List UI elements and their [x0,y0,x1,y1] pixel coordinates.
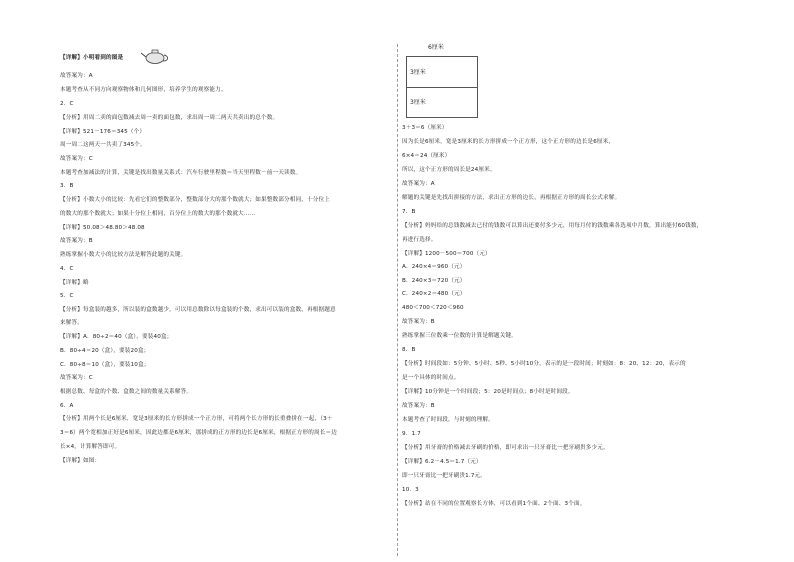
text-line: 故答案为：B [60,238,93,244]
text-line: 【详解】1200－500＝700（元） [402,251,491,257]
text-line: 本题考查了时间段，与时刻的理解。 [402,417,494,423]
text-line: 所以，这个正方形的周长是24厘米。 [402,167,496,173]
text-line: 【分析】小数大小的比较：先看它们的整数部分，整数部分大的那个数就大；如果整数部分相同，十分位上 [60,197,330,203]
text-line: 9．1.7 [402,431,421,437]
figure-width-label: 6厘米 [428,44,444,51]
text-line: 【详解】10分钟是一个时间段；5：20是时间点；8小时是时间段。 [402,389,574,395]
text-line: 【详解】50.08＞48.80＞48.08 [60,225,145,231]
column-divider [397,44,398,556]
text-line: 解题的关键是先找出拼接的方法，求出正方形的边长，再根据正方形的周长公式求解。 [402,195,621,201]
text-line: 本题考查从不同方向观察物体和几何图形，培养学生的观察能力。 [60,87,227,93]
text-line: 的数大的那个数就大；如果十分位上相同，百分位上的数大的那个数就大…… [60,211,256,217]
two-rectangle-figure [406,56,478,118]
text-line: 480＜700＜720＜960 [402,305,464,311]
text-line: 【分析】用牙膏的价格减去牙刷的价格，即可求出一只牙膏比一把牙刷贵多少元。 [402,445,609,451]
text-line: 【详解】略 [60,280,89,286]
text-line: 【分析】站在不同的位置观察长方体，可以看到1个面、2个面、3个面。 [402,501,586,507]
text-line: 故答案为：C [60,156,93,162]
text-line: 7．B [402,209,416,215]
text-line: 即一只牙膏比一把牙刷贵1.7元。 [402,473,487,479]
text-line: 【详解】6.2－4.5＝1.7（元） [402,459,482,465]
text-line: 5．C [60,293,74,299]
text-line: 8．B [402,347,416,353]
text-line: 【详解】如图： [60,458,101,464]
text-line: 6×4＝24（厘米） [402,153,451,159]
text-line: 故答案为：B [402,403,435,409]
text-line: B．240×3＝720（元） [402,278,466,284]
text-line: 长×4，计算解答即可。 [60,444,121,450]
text-line: A．240×4＝960（元） [402,264,466,270]
text-line: C．240×2＝480（元） [402,291,466,297]
text-line: 再进行选择。 [402,237,437,243]
text-line: 因为长是6厘米，宽是3厘米的长方形拼成一个正方形，这个正方形的边长是6厘米， [402,139,615,145]
text-line: C．80÷8＝10（盒），要装10盒； [60,362,150,368]
figure-divider-line [407,87,477,88]
text-line: 【分析】每盒装的越多，所以装的盒数越少，可以用总数除以每盒装的个数，求出可以装的盒数，再根据题意 [60,307,336,313]
text-line: 故答案为：A [402,181,435,187]
text-line: 2．C [60,101,74,107]
text-line: 4．C [60,266,74,272]
text-line: 6．A [60,403,74,409]
text-line: 10．3 [402,487,419,493]
text-line: 3＝6）两个宽相加正好是6厘米，因此边都是6厘米，那拼成的正方形的边长是6厘米，根据正方形的周长＝边 [60,430,338,436]
text-line: 【详解】小明看到的图是 [60,55,124,61]
text-line: 来解答。 [60,320,83,326]
text-line: 熟练掌握三位数乘一位数的计算是解题关键。 [402,333,517,339]
text-line: 【分析】用两个长是6厘米，宽是3厘米的长方形拼成一个正方形，可将两个长方形的长重叠拼在一起，（3＋ [60,416,333,422]
text-line: 故答案为：A [60,73,93,79]
text-line: 根据总数、每盒的个数、盒数之间的数量关系解答。 [60,389,193,395]
text-line: 本题考查加减法的计算，关键是找出数量关系式：汽车行驶里程数＝当天里程数－前一天读数。 [60,170,302,176]
text-line: B．80÷4＝20（盒），要装20盒； [60,348,150,354]
text-line: 故答案为：C [60,375,93,381]
figure-lower-height-label: 3厘米 [410,99,426,106]
text-line: 【详解】A．80÷2＝40（盒），要装40盒； [60,334,173,340]
text-line: 【分析】用周二卖的面包数减去周一卖的面包数，求出周一周二两天共卖出的总个数。 [60,115,279,121]
text-line: 【分析】妈妈给的总钱数减去已付的钱数可以算出还要付多少元，用每月付的钱数乘各选项中月数，算出能付60钱数， [402,223,703,229]
figure-upper-height-label: 3厘米 [410,69,426,76]
text-line: 【详解】521－176＝345（个） [60,129,146,135]
text-line: 周一周二这两天一共卖了345个。 [60,142,146,148]
text-line: 3＋3＝6（厘米） [402,125,448,131]
text-line: 故答案为：B [402,319,435,325]
text-line: 3．B [60,183,74,189]
text-line: 熟练掌握小数大小的比较方法是解答此题的关键。 [60,252,187,258]
text-line: 是一个具体的时间点。 [402,375,460,381]
text-line: 【分析】时间段如：5分钟、5小时、5秒、5小时10分，表示的是一段时间；时刻如：8：20、12：20，表示的 [402,361,686,367]
teapot-figure [140,47,170,65]
